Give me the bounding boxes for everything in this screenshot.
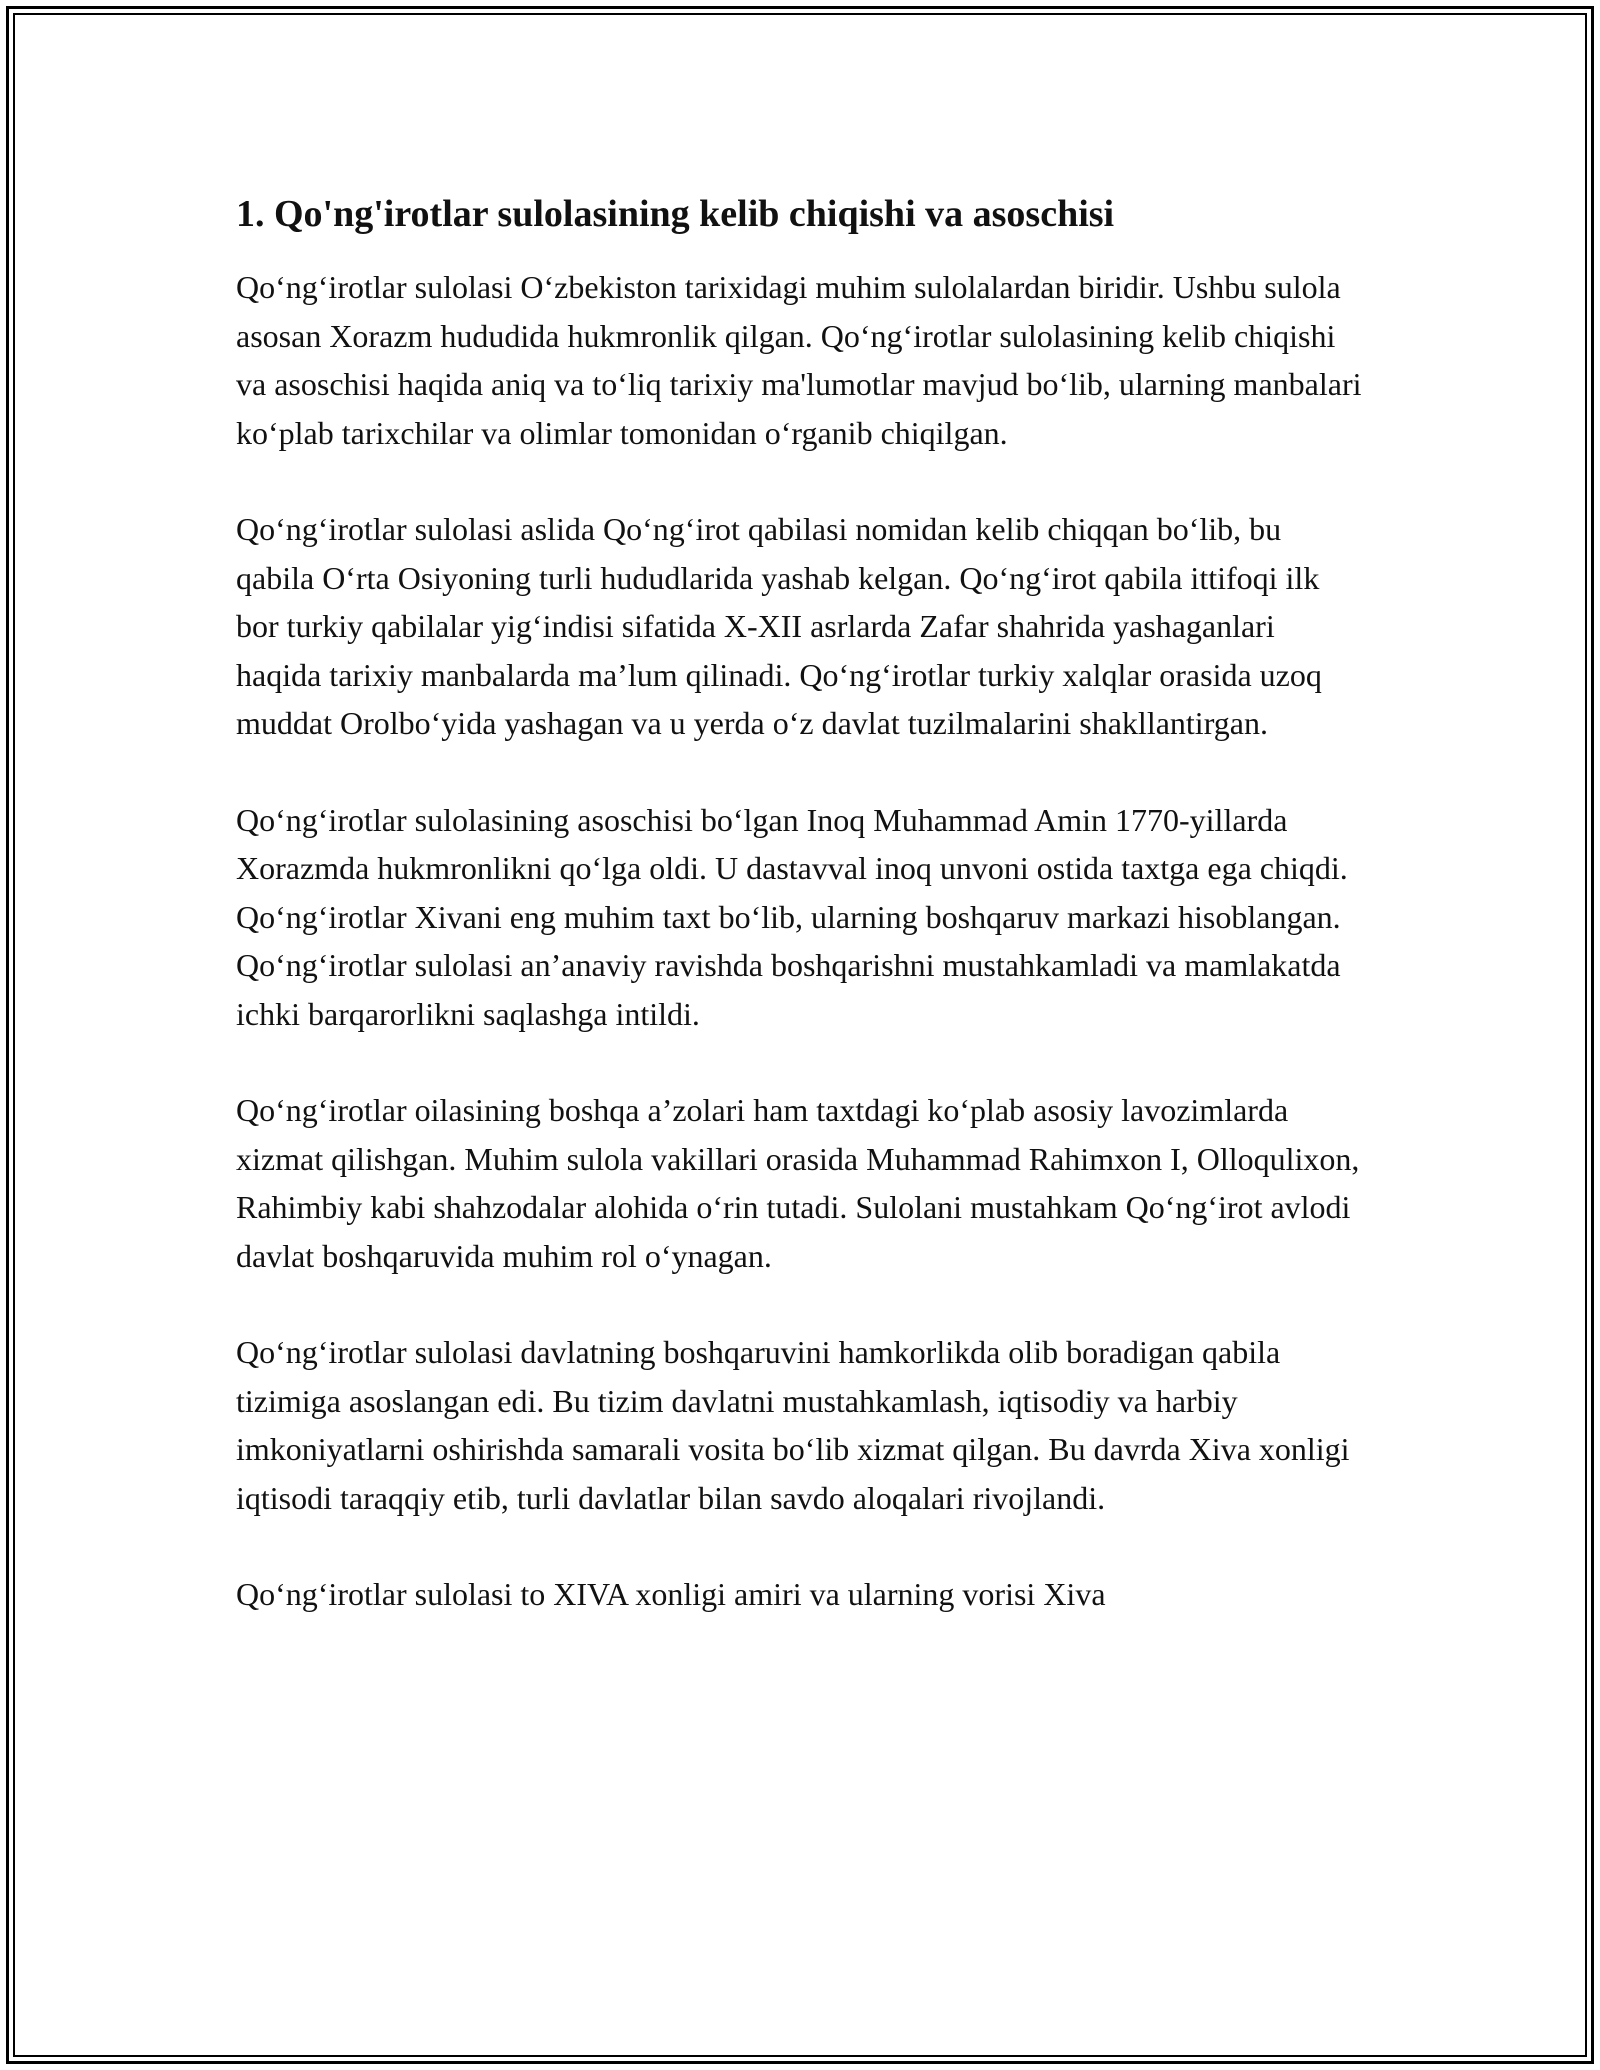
paragraph-1: Qo‘ng‘irotlar sulolasi O‘zbekiston tarixidagi muhim sulolalardan biridir. Ushbu sulola asosan Xorazm hududida hukmronlik qilgan. Qo‘ng‘irotlar sulolasining kelib chiqishi va asoschisi haqida aniq va to‘liq tarixiy ma'lumotlar mavjud bo‘lib, ularning manbalari ko‘plab tarixchilar va olimlar tomonidan o‘rganib chiqilgan. [236,269,1362,451]
document-page [236,190,1366,1667]
paragraph-4: Qo‘ng‘irotlar oilasining boshqa a’zolari ham taxtdagi ko‘plab asosiy lavozimlarda xizmat qilishgan. Muhim sulola vakillari orasida Muhammad Rahimxon I, Olloqulixon, Rahimbiy kabi shahzodalar alohida o‘rin tutadi. Sulolani mustahkam Qo‘ng‘irot avlodi davlat boshqaruvida muhim rol o‘ynagan. [236,1092,1360,1274]
paragraph-5: Qo‘ng‘irotlar sulolasi davlatning boshqaruvini hamkorlikda olib boradigan qabila tizimiga asoslangan edi. Bu tizim davlatni mustahkamlash, iqtisodiy va harbiy imkoniyatlarni oshirishda samarali vosita bo‘lib xizmat qilgan. Bu davrda Xiva xonligi iqtisodi taraqqiy etib, turli davlatlar bilan savdo aloqalari rivojlandi. [236,1334,1350,1516]
paragraph-6: Qo‘ng‘irotlar sulolasi to XIVA xonligi amiri va ularning vorisi Xiva [236,1576,1106,1612]
section-heading: 1. Qo'ng'irotlar sulolasining kelib chiqishi va asoschisi [236,193,1115,235]
paragraph-2: Qo‘ng‘irotlar sulolasi aslida Qo‘ng‘irot qabilasi nomidan kelib chiqqan bo‘lib, bu qabila O‘rta Osiyoning turli hududlarida yashab kelgan. Qo‘ng‘irot qabila ittifoqi ilk bor turkiy qabilalar yig‘indisi sifatida X-XII asrlarda Zafar shahrida yashaganlari haqida tarixiy manbalarda ma’lum qilinadi. Qo‘ng‘irotlar turkiy xalqlar orasida uzoq muddat Orolbo‘yida yashagan va u yerda o‘z davlat tuzilmalarini shakllantirgan. [236,511,1322,741]
paragraph-3: Qo‘ng‘irotlar sulolasining asoschisi bo‘lgan Inoq Muhammad Amin 1770-yillarda Xorazmda hukmronlikni qo‘lga oldi. U dastavval inoq unvoni ostida taxtga ega chiqdi. Qo‘ng‘irotlar Xivani eng muhim taxt bo‘lib, ularning boshqaruv markazi hisoblangan. Qo‘ng‘irotlar sulolasi an’anaviy ravishda boshqarishni mustahkamladi va mamlakatda ichki barqarorlikni saqlashga intildi. [236,801,1348,1032]
